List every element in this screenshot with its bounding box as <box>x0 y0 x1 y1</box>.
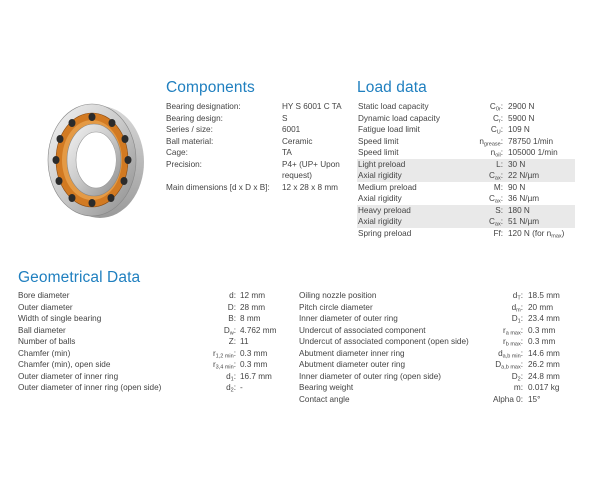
load-row <box>357 193 575 205</box>
load-label: Axial rigidity <box>358 217 402 226</box>
components-value: HY S 6001 C TA <box>282 102 342 111</box>
geometry-right-value: 0.3 mm <box>528 337 556 346</box>
load-symbol: $n_{oil}$: <box>490 148 503 159</box>
components-label: Cage: <box>166 148 188 157</box>
components-value: P4+ (UP+ Upon <box>282 159 340 169</box>
load-symbol: $C_{0r}$: <box>489 102 503 113</box>
geometry-right-value: 26.2 mm <box>528 360 560 369</box>
geometry-left-row <box>18 371 288 383</box>
load-value: 2900 N <box>508 102 535 111</box>
geometry-right-row <box>299 325 579 337</box>
load-symbol: $C_r$: <box>492 113 503 124</box>
geometry-left-row <box>18 359 288 371</box>
load-value: 5900 N <box>508 113 535 123</box>
geometry-right-value: 15° <box>528 394 541 404</box>
geometry-left-symbol: Z: <box>228 337 236 346</box>
geometry-left-row <box>18 348 288 360</box>
geometry-left-value: 16.7 mm <box>240 371 272 381</box>
geometry-right-value: 0.3 mm <box>528 325 556 335</box>
geometry-left-label: Outer diameter <box>18 302 73 312</box>
geometry-left-symbol: $r_{1,2 min}$: <box>212 348 236 359</box>
geometry-left-label: Width of single bearing <box>18 314 102 323</box>
components-label: Bearing designation: <box>166 102 241 111</box>
components-value: Ceramic <box>282 136 313 146</box>
geometry-right-symbol: $d_m$: <box>511 302 523 313</box>
load-label: Spring preload <box>358 228 412 238</box>
geometry-right-label: Undercut of associated component <box>299 325 426 335</box>
geometry-left-label: Outer diameter of inner ring (open side) <box>18 383 162 392</box>
load-symbol: Ff: <box>493 228 503 238</box>
geometry-left-row <box>18 325 288 337</box>
components-value: 12 x 28 x 8 mm <box>282 182 338 192</box>
load-label: Dynamic load capacity <box>358 113 440 123</box>
geometry-right-symbol: $r_{b max}$: <box>503 337 523 348</box>
components-row <box>166 136 348 148</box>
geometry-right-value: 18.5 mm <box>528 291 560 300</box>
load-label: Medium preload <box>358 182 417 192</box>
load-label: Static load capacity <box>358 102 429 111</box>
load-label: Light preload <box>358 159 406 169</box>
load-row <box>357 124 575 136</box>
load-value: 120 N (for $n_{max}$) <box>508 228 565 239</box>
geometry-right-label: Inner diameter of outer ring (open side) <box>299 371 441 381</box>
load-row <box>357 182 575 194</box>
components-label: Ball material: <box>166 136 214 146</box>
components-row <box>166 124 348 136</box>
components-row <box>166 159 348 171</box>
geometry-right-symbol: $d_T$: <box>512 291 523 302</box>
geometry-left-symbol: d: <box>229 291 236 300</box>
geometry-right-row <box>299 394 579 406</box>
geometry-left-label: Ball diameter <box>18 325 66 335</box>
geometry-right-row <box>299 359 579 371</box>
components-value: 6001 <box>282 125 301 134</box>
components-heading: Components <box>166 79 255 96</box>
geometry-right-row <box>299 336 579 348</box>
geometry-left-row <box>18 290 288 302</box>
components-label: Main dimensions [d x D x B]: <box>166 182 270 192</box>
components-row <box>166 147 348 159</box>
geometry-right-symbol: $D_2$: <box>511 371 523 382</box>
geometrical-data-heading: Geometrical Data <box>18 269 141 286</box>
load-value: 180 N <box>508 205 530 215</box>
load-symbol: $C_U$: <box>490 125 503 136</box>
load-value: 36 N/µm <box>508 194 540 203</box>
geometry-right-label: Inner diameter of outer ring <box>299 314 398 323</box>
geometry-left-value: 0.3 mm <box>240 360 268 369</box>
geometry-left-value: 4.762 mm <box>240 325 277 335</box>
geometry-right-row <box>299 290 579 302</box>
load-symbol: L: <box>496 159 503 169</box>
geometry-right-symbol: $d_{a,b min}$: <box>498 348 523 359</box>
geometry-right-symbol: m: <box>513 383 523 392</box>
load-symbol: S: <box>495 205 503 215</box>
geometry-left-value: 28 mm <box>240 302 266 312</box>
geometry-left-label: Outer diameter of inner ring <box>18 371 119 381</box>
geometry-right-label: Undercut of associated component (open side) <box>299 337 469 346</box>
load-label: Fatigue load limit <box>358 125 420 134</box>
load-label: Speed limit <box>358 148 399 157</box>
geometry-left-row <box>18 382 288 394</box>
components-row <box>166 113 348 125</box>
load-value: 109 N <box>508 125 530 134</box>
geometry-right-label: Contact angle <box>299 394 350 404</box>
geometry-left-value: - <box>240 383 243 392</box>
geometry-left-value: 0.3 mm <box>240 348 268 358</box>
geometry-right-symbol: $D_1$: <box>511 314 523 325</box>
load-row <box>357 159 575 171</box>
geometry-right-label: Abutment diameter inner ring <box>299 348 405 358</box>
load-row <box>357 113 575 125</box>
geometry-right-row <box>299 348 579 360</box>
components-value: S <box>282 113 288 123</box>
geometry-left-label: Bore diameter <box>18 291 70 300</box>
components-label: Series / size: <box>166 125 213 134</box>
load-value: 51 N/µm <box>508 217 540 226</box>
geometry-right-value: 14.6 mm <box>528 348 560 358</box>
load-row <box>357 216 575 228</box>
geometry-left-value: 8 mm <box>240 314 261 323</box>
geometry-right-label: Pitch circle diameter <box>299 302 373 312</box>
geometry-right-value: 24.8 mm <box>528 371 560 381</box>
geometry-left-label: Chamfer (min) <box>18 348 71 358</box>
geometry-right-symbol: Alpha 0: <box>492 394 523 404</box>
load-value: 105000 1/min <box>508 148 558 157</box>
geometry-left-label: Chamfer (min), open side <box>18 360 111 369</box>
geometry-left-symbol: B: <box>228 314 236 323</box>
load-value: 90 N <box>508 182 526 192</box>
load-value: 78750 1/min <box>508 136 554 146</box>
geometry-left-row <box>18 336 288 348</box>
geometry-right-value: 20 mm <box>528 302 554 312</box>
load-row <box>357 101 575 113</box>
load-symbol: $C_{ax}$: <box>488 171 503 182</box>
load-row <box>357 147 575 159</box>
load-value: 22 N/µm <box>508 171 540 180</box>
load-data-heading: Load data <box>357 79 427 96</box>
bearing-image <box>32 98 150 222</box>
geometry-right-symbol: $D_{a,b max}$: <box>495 360 523 371</box>
load-symbol: $C_{ax}$: <box>488 217 503 228</box>
geometry-left-symbol: $r_{3,4 min}$: <box>212 360 236 371</box>
geometry-right-label: Abutment diameter outer ring <box>299 360 406 369</box>
components-label: Bearing design: <box>166 113 223 123</box>
geometry-left-value: 11 <box>240 337 249 346</box>
load-label: Axial rigidity <box>358 194 402 203</box>
geometry-right-label: Oiling nozzle position <box>299 291 377 300</box>
geometry-right-row <box>299 313 579 325</box>
geometry-left-label: Number of balls <box>18 337 76 346</box>
geometry-left-symbol: $D_w$: <box>223 325 236 336</box>
load-label: Speed limit <box>358 136 399 146</box>
load-symbol: $n_{grease}$: <box>479 136 503 147</box>
geometry-right-row <box>299 371 579 383</box>
geometry-right-row <box>299 382 579 394</box>
load-label: Heavy preload <box>358 205 411 215</box>
geometry-left-value: 12 mm <box>240 291 266 300</box>
geometry-left-row <box>18 313 288 325</box>
components-label: Precision: <box>166 159 202 169</box>
geometry-left-row <box>18 302 288 314</box>
geometry-right-symbol: $r_{a max}$: <box>503 325 523 336</box>
components-row <box>166 182 348 194</box>
geometry-left-symbol: $d_1$: <box>226 371 236 382</box>
load-row <box>357 228 575 240</box>
components-row <box>166 101 348 113</box>
geometry-left-symbol: $d_2$: <box>226 383 236 394</box>
components-value: request) <box>282 171 313 180</box>
components-row <box>166 170 348 182</box>
geometry-right-value: 23.4 mm <box>528 314 560 323</box>
components-value: TA <box>282 148 292 157</box>
load-label: Axial rigidity <box>358 171 402 180</box>
geometry-right-label: Bearing weight <box>299 383 354 392</box>
load-row <box>357 136 575 148</box>
load-row <box>357 170 575 182</box>
load-symbol: M: <box>493 182 503 192</box>
geometry-right-row <box>299 302 579 314</box>
load-value: 30 N <box>508 159 526 169</box>
load-symbol: $C_{ax}$: <box>488 194 503 205</box>
load-row <box>357 205 575 217</box>
geometry-left-symbol: D: <box>227 302 236 312</box>
geometry-right-value: 0.017 kg <box>528 383 560 392</box>
